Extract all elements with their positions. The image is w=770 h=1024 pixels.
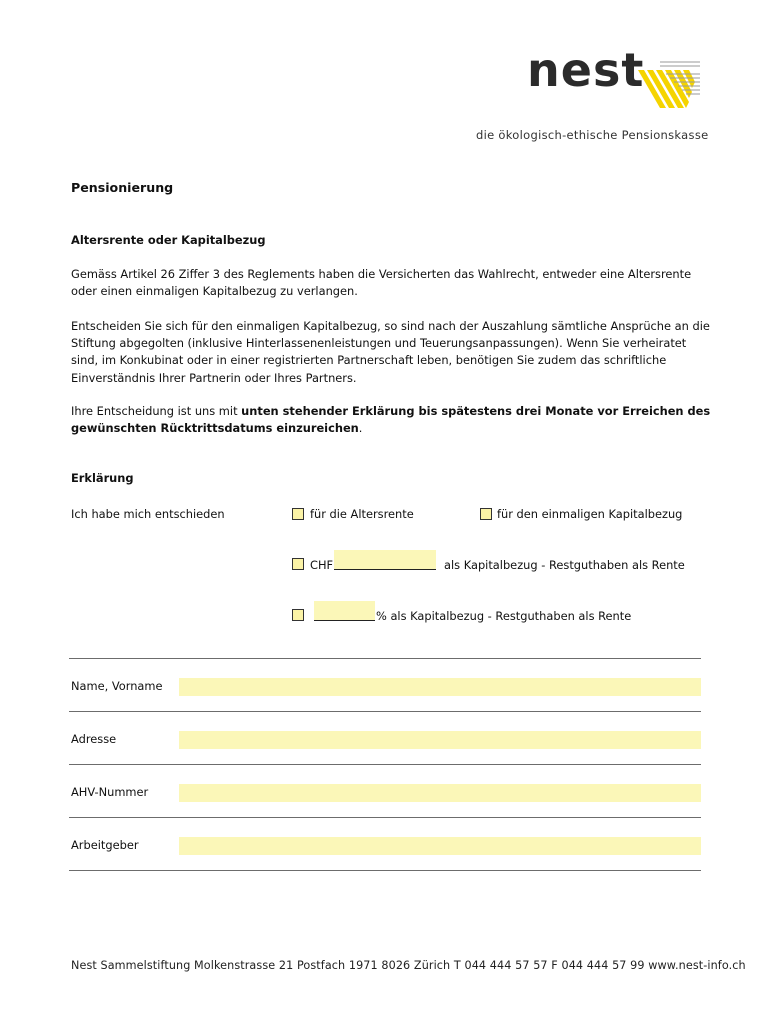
paragraph-kapitalbezug: Entscheiden Sie sich für den einmaligen Kapitalbezug, so sind nach der Auszahlung sämtliche Ansprüche an die Stiftung abgegolten (inklusive Hinterlassenenleistungen und Teuerungsanpassungen). Wenn Sie verheiratet sind, im Konkubinat oder in einer registrierten Partnerschaft leben, benötigen Sie zudem das schriftliche Einverständnis Ihrer Partnerin oder Ihres Partners. [71, 319, 710, 385]
divider-top [69, 658, 701, 659]
document-title: Pensionierung [71, 180, 174, 195]
kapitalbezug-checkbox[interactable] [480, 508, 492, 520]
divider-name [69, 711, 701, 712]
divider-bottom [69, 870, 701, 871]
deadline-text-bold: unten stehender Erklärung bis spätestens drei Monate vor Erreichen des gewünschten Rücktrittsdatums einzureichen [71, 404, 711, 436]
address-label: Adresse [71, 732, 117, 746]
divider-address [69, 764, 701, 765]
name-label: Name, Vorname [71, 679, 163, 693]
chf-amount-underline [334, 569, 436, 570]
altersrente-checkbox[interactable] [292, 508, 304, 520]
ahv-field[interactable] [179, 784, 701, 802]
address-field[interactable] [179, 731, 701, 749]
paragraph-wahlrecht: Gemäss Artikel 26 Ziffer 3 des Reglements haben die Versicherten das Wahlrecht, entweder eine Altersrente oder einen einmaligen Kapitalbezug zu verlangen. [71, 267, 692, 299]
name-field[interactable] [179, 678, 701, 696]
employer-field[interactable] [179, 837, 701, 855]
divider-ahv [69, 817, 701, 818]
deadline-text-end: . [358, 421, 363, 436]
decided-label: Ich habe mich entschieden [71, 507, 225, 521]
paragraph-deadline [71, 403, 711, 437]
kapitalbezug-label: für den einmaligen Kapitalbezug [497, 507, 683, 521]
nest-logo-mark-icon [636, 56, 706, 124]
nest-logo-word: nest [527, 43, 645, 97]
employer-label: Arbeitgeber [71, 838, 139, 852]
chf-prefix: CHF [310, 558, 334, 572]
percent-split-checkbox[interactable] [292, 609, 304, 621]
declaration-heading: Erklärung [71, 471, 134, 485]
ahv-label: AHV-Nummer [71, 785, 149, 799]
chf-amount-field[interactable] [334, 550, 436, 570]
altersrente-label: für die Altersrente [310, 507, 414, 521]
percent-field[interactable] [314, 601, 375, 621]
percent-split-label: % als Kapitalbezug - Restguthaben als Rente [376, 609, 632, 623]
chf-split-label: als Kapitalbezug - Restguthaben als Rente [444, 558, 685, 572]
section-heading: Altersrente oder Kapitalbezug [71, 233, 266, 247]
percent-underline [314, 620, 375, 621]
footer-address: Nest Sammelstiftung Molkenstrasse 21 Postfach 1971 8026 Zürich T 044 444 57 57 F 044 444 57 99 www.nest-info.ch [71, 959, 746, 972]
chf-split-checkbox[interactable] [292, 558, 304, 570]
deadline-text-start: Ihre Entscheidung ist uns mit [71, 404, 242, 418]
logo-tagline: die ökologisch-ethische Pensionskasse [476, 128, 709, 142]
